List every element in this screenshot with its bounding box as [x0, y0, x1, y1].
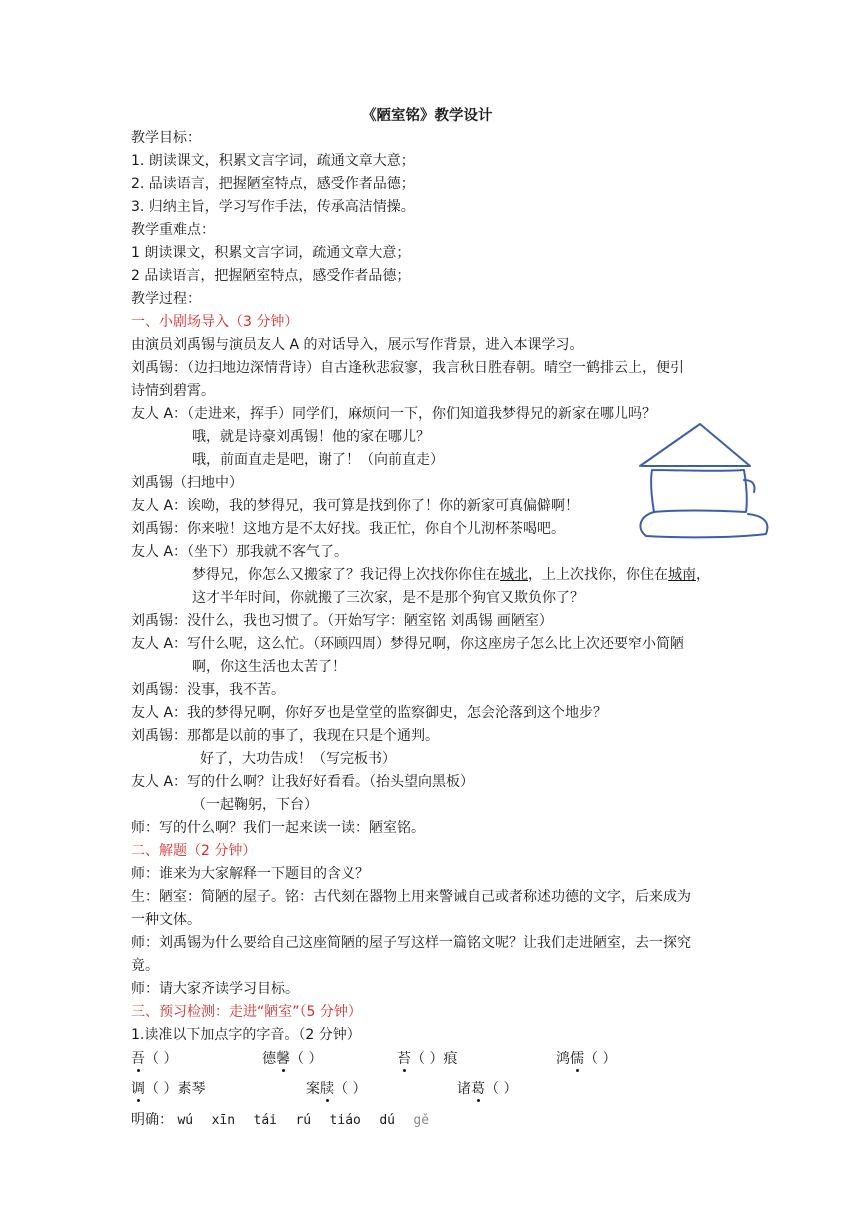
- text-line: 啊，你这生活也太苦了！: [192, 659, 346, 675]
- answer-blank: （ ）: [334, 1081, 367, 1097]
- document-title: 《陋室铭》教学设计: [362, 108, 493, 124]
- section-heading: 三、预习检测：走进“陋室”（5 分钟）: [131, 1004, 362, 1020]
- text-line: 刘禹锡：没什么，我也习惯了。（开始写字：陋室铭 刘禹锡 画陋室）: [131, 613, 553, 629]
- answer-line: [131, 1110, 429, 1131]
- key-point: 1 朗读课文，积累文言字词，疏通文章大意；: [131, 245, 411, 261]
- pinyin-answer: xīn: [211, 1113, 236, 1128]
- pronunciation-item: [457, 1079, 517, 1099]
- item-prefix: 鸿: [556, 1051, 570, 1067]
- text-line: 诗情到碧霄。: [131, 383, 215, 399]
- key-point: 2 品读语言，把握陋室特点，感受作者品德；: [131, 268, 411, 284]
- house-sketch-icon: [632, 418, 772, 546]
- pronunciation-item: [556, 1049, 616, 1069]
- dotted-char: 儒: [570, 1051, 584, 1067]
- process-heading: 教学过程：: [131, 291, 201, 307]
- text-line: 刘禹锡（扫地中）: [131, 475, 243, 491]
- dotted-char: 牍: [320, 1081, 334, 1097]
- text-line: 哦，就是诗豪刘禹锡！他的家在哪儿？: [192, 429, 430, 445]
- text-line: 刘禹锡：那都是以前的事了，我现在只是个通判。: [131, 728, 439, 744]
- dotted-char: 葛: [471, 1081, 485, 1097]
- pinyin-answer: tiáo: [329, 1113, 361, 1128]
- text-line: 友人 A：写的什么啊？让我好好看看。（抬头望向黑板）: [131, 774, 475, 790]
- key-heading: 教学重难点：: [131, 222, 215, 238]
- text-line: 师：写的什么啊？我们一起来读一读：陋室铭。: [131, 820, 425, 836]
- answer-blank: （ ）: [145, 1051, 178, 1067]
- text-line: 一种文体。: [131, 912, 201, 928]
- pronunciation-item: [306, 1079, 366, 1099]
- text-line: 友人 A：（走进来，挥手）同学们，麻烦问一下，你们知道我梦得兄的新家在哪儿吗？: [131, 406, 657, 422]
- text-line: 师：谁来为大家解释一下题目的含义？: [131, 866, 369, 882]
- dotted-char: 苔: [397, 1051, 411, 1067]
- pinyin-answer: dú: [379, 1113, 395, 1128]
- pinyin-answer: rú: [295, 1113, 312, 1128]
- text-line: 刘禹锡：（边扫地边深情背诗）自古逢秋悲寂寥，我言秋日胜春朝。晴空一鹤排云上，便引: [131, 360, 684, 376]
- dotted-char: 吾: [131, 1051, 145, 1067]
- text-line: （一起鞠躬，下台）: [192, 797, 318, 813]
- text-line: 刘禹锡：没事，我不苦。: [131, 682, 285, 698]
- text-line: 刘禹锡：你来啦！这地方是不太好找。我正忙，你自个儿沏杯茶喝吧。: [131, 521, 565, 537]
- text-line: 好了，大功告成！（写完板书）: [200, 751, 396, 767]
- underlined-word: 城南: [668, 567, 696, 583]
- text-run: ，: [696, 567, 710, 583]
- text-line: 师：刘禹锡为什么要给自己这座简陋的屋子写这样一篇铭文呢？让我们走进陋室，去一探究: [131, 935, 691, 951]
- underlined-word: 城北: [500, 567, 528, 583]
- answer-blank: （ ）: [584, 1051, 617, 1067]
- answer-blank: （ ）: [290, 1051, 323, 1067]
- answer-blank: （ ）痕: [411, 1051, 458, 1067]
- text-line: 师：请大家齐读学习目标。: [131, 981, 299, 997]
- pinyin-answer: gě: [413, 1113, 430, 1128]
- section-heading: 一、小剧场导入（3 分钟）: [131, 314, 299, 330]
- text-line: 生：陋室：简陋的屋子。铭：古代刻在器物上用来警诫自己或者称述功德的文字，后来成为: [131, 889, 691, 905]
- text-run: 梦得兄，你怎么又搬家了？我记得上次找你你住在: [192, 567, 500, 583]
- text-line: 友人 A：（坐下）那我就不客气了。: [131, 544, 349, 560]
- item-prefix: 案: [306, 1081, 320, 1097]
- text-line: 友人 A：写什么呢，这么忙。（环顾四周）梦得兄啊，你这座房子怎么比上次还要窄小简陋: [131, 636, 685, 652]
- goal-item: 1. 朗读课文，积累文言字词，疏通文章大意；: [131, 153, 415, 169]
- pronunciation-item: [397, 1049, 457, 1069]
- goal-item: 2. 品读语言，把握陋室特点，感受作者品德；: [131, 176, 415, 192]
- text-line: 哦，前面直走是吧，谢了！（向前直走）: [192, 452, 444, 468]
- answer-blank: （ ）素琴: [145, 1081, 206, 1097]
- answer-blank: （ ）: [485, 1081, 518, 1097]
- pronunciation-item: [131, 1049, 177, 1069]
- text-line: 竟。: [131, 958, 159, 974]
- goals-heading: 教学目标：: [131, 130, 201, 146]
- item-prefix: 诸: [457, 1081, 471, 1097]
- item-prefix: 德: [262, 1051, 276, 1067]
- dotted-char: 馨: [276, 1051, 290, 1067]
- question-line: 1.读准以下加点字的字音。（2 分钟）: [131, 1027, 361, 1043]
- text-line: [192, 565, 710, 585]
- text-line: 友人 A：诶呦，我的梦得兄，我可算是找到你了！你的新家可真偏僻啊！: [131, 498, 580, 514]
- pronunciation-item: [131, 1079, 205, 1099]
- text-line: 由演员刘禹锡与演员友人 A 的对话导入，展示写作背景，进入本课学习。: [131, 337, 584, 353]
- text-run: ，上上次找你，你住在: [528, 567, 668, 583]
- goal-item: 3. 归纳主旨，学习写作手法，传承高洁情操。: [131, 199, 415, 215]
- answer-label: 明确：: [131, 1112, 173, 1128]
- text-line: 这才半年时间，你就搬了三次家，是不是那个狗官又欺负你了？: [192, 590, 584, 606]
- pinyin-answer: tái: [253, 1113, 277, 1128]
- pinyin-answer: wú: [177, 1113, 194, 1128]
- text-line: 友人 A：我的梦得兄啊，你好歹也是堂堂的监察御史，怎会沦落到这个地步？: [131, 705, 608, 721]
- dotted-char: 调: [131, 1081, 145, 1097]
- pronunciation-item: [262, 1049, 322, 1069]
- section-heading: 二、解题（2 分钟）: [131, 843, 257, 859]
